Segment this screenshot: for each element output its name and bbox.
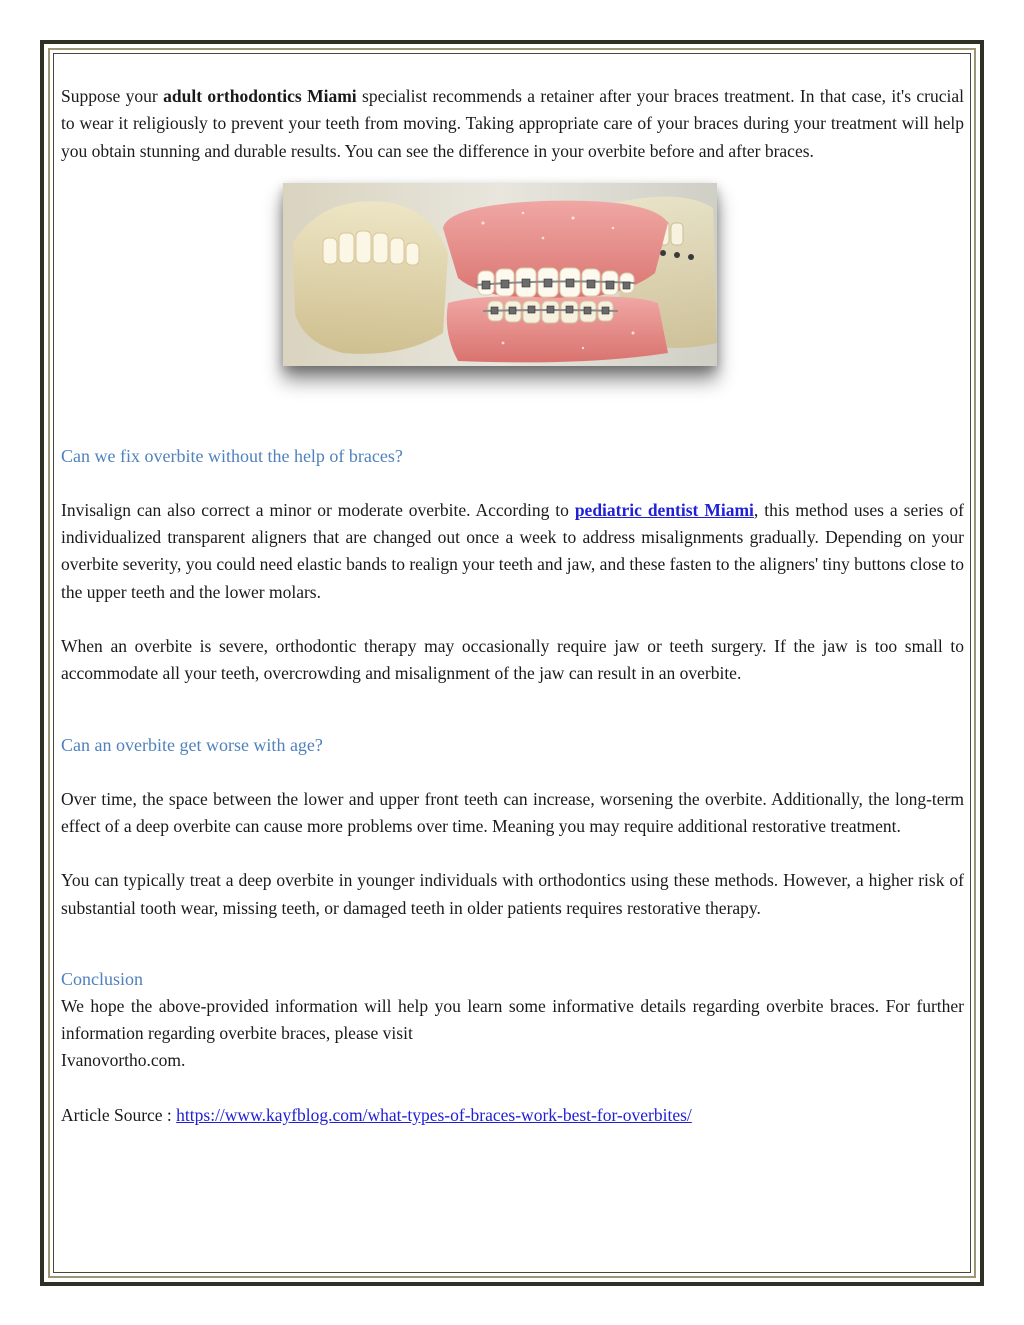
intro-text-start: Suppose your [61,86,164,106]
website-link[interactable]: Ivanovortho.com. [61,1050,186,1071]
section1-paragraph1 [61,497,964,606]
pediatric-dentist-link[interactable]: pediatric dentist Miami [574,499,754,520]
conclusion-heading: Conclusion [61,968,144,989]
conclusion-paragraph [61,993,964,1075]
section2-paragraph2: You can typically treat a deep overbite in younger individuals with orthodontics using these methods. However, a higher risk of substantial tooth wear, missing teeth, or damaged teeth in older patients requires restorative therapy. [61,870,964,918]
intro-keyword: adult orthodontics Miami [163,86,357,106]
section2-paragraph1: Over time, the space between the lower and upper front teeth can increase, worsening the overbite. Additionally, the long-term effect of a deep overbite can cause more problems over time. Meaning you may require additional restorative treatment. [61,788,964,836]
section2-heading: Can an overbite get worse with age? [61,734,323,755]
article-body [61,83,964,1129]
article-source [61,1102,964,1129]
section1-p1-start: Invisalign can also correct a minor or moderate overbite. According to [61,499,575,520]
section1-p1-end: , this method uses a series of individualized transparent aligners that are changed out once a week to address misalignments gradually. Depending on your overbite severity, you could need elastic bands to realign your teeth and jaw, and these fasten to the aligners' tiny buttons close to the upper teeth and the lower molars. [61,499,964,602]
section1-heading: Can we fix overbite without the help of braces? [61,445,403,466]
source-url-link[interactable]: https://www.kayfblog.com/what-types-of-braces-work-best-for-overbites/ [176,1104,692,1125]
intro-text-end: specialist recommends a retainer after your braces treatment. In that case, it's crucial to wear it religiously to prevent your teeth from moving. Taking appropriate care of your braces during your treatment will help you obtain stunning and durable results. You can see the difference in your overbite before and after braces. [61,86,964,161]
dental-braces-photo [283,183,717,366]
intro-paragraph [61,83,964,165]
section1-paragraph2: When an overbite is severe, orthodontic therapy may occasionally require jaw or teeth surgery. If the jaw is too small to accommodate all your teeth, overcrowding and misalignment of the jaw can result in an overbite. [61,636,964,684]
conclusion-text: We hope the above-provided information will help you learn some informative details regarding overbite braces. For further information regarding overbite braces, please visit [61,995,964,1044]
source-label: Article Source : [61,1104,177,1125]
